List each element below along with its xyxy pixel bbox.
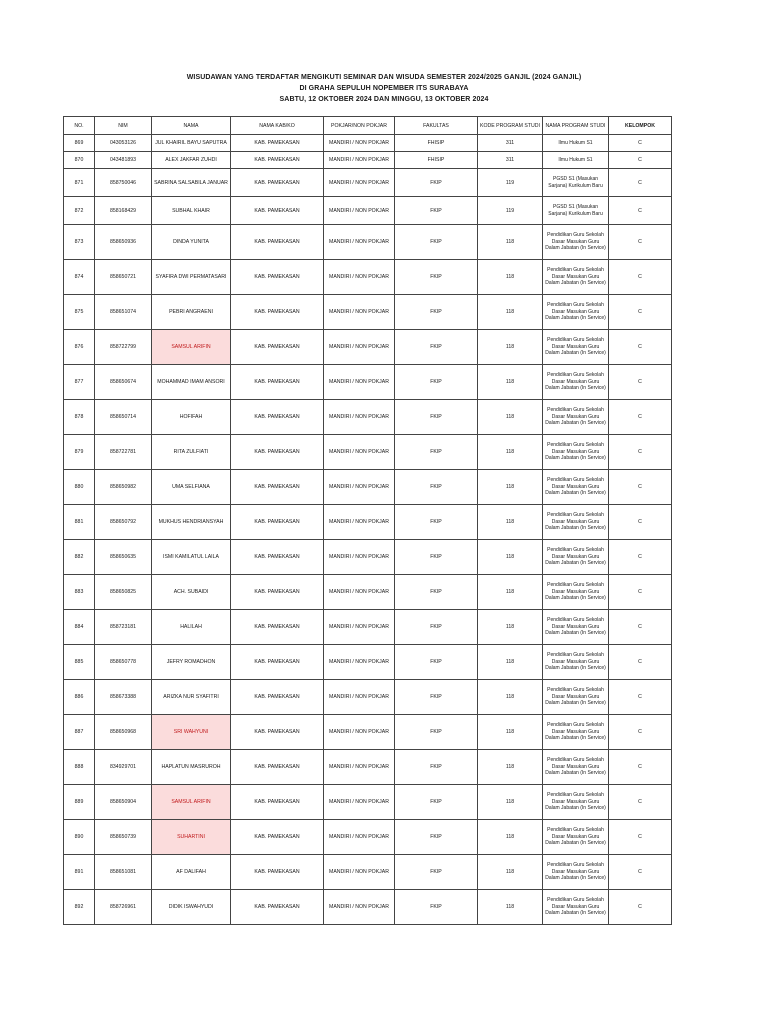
cell-no: 890 [64, 820, 95, 855]
graduates-table [63, 116, 672, 925]
cell-no: 870 [64, 152, 95, 169]
cell-kode: 118 [478, 890, 543, 925]
cell-nim: 858650936 [95, 225, 152, 260]
cell-kode: 311 [478, 135, 543, 152]
table-row [64, 855, 672, 890]
cell-nama: SRI WAHYUNI [152, 715, 231, 750]
cell-nim: 858650904 [95, 785, 152, 820]
cell-no: 881 [64, 505, 95, 540]
cell-no: 885 [64, 645, 95, 680]
cell-kelompok: C [609, 400, 672, 435]
cell-pokjar: MANDIRI / NON POKJAR [324, 435, 395, 470]
cell-kab: KAB. PAMEKASAN [231, 197, 324, 225]
cell-kode: 118 [478, 750, 543, 785]
cell-kode: 118 [478, 575, 543, 610]
cell-nim: 043481893 [95, 152, 152, 169]
cell-pokjar: MANDIRI / NON POKJAR [324, 295, 395, 330]
cell-nama: SUBHAL KHAIR [152, 197, 231, 225]
table-header-row [64, 117, 672, 135]
cell-pokjar: MANDIRI / NON POKJAR [324, 135, 395, 152]
cell-pokjar: MANDIRI / NON POKJAR [324, 575, 395, 610]
table-row [64, 715, 672, 750]
title-line-3: SABTU, 12 OKTOBER 2024 DAN MINGGU, 13 OKTOBER 2024 [279, 96, 489, 103]
col-pokjar: POKJAR/NON POKJAR [324, 117, 395, 135]
cell-no: 891 [64, 855, 95, 890]
cell-kelompok: C [609, 540, 672, 575]
table-row [64, 365, 672, 400]
cell-pokjar: MANDIRI / NON POKJAR [324, 785, 395, 820]
cell-kab: KAB. PAMEKASAN [231, 505, 324, 540]
cell-kode: 118 [478, 505, 543, 540]
cell-fakultas: FKIP [395, 435, 478, 470]
cell-fakultas: FKIP [395, 715, 478, 750]
cell-prodi: Ilmu Hukum S1 [543, 152, 609, 169]
title-line-2: DI GRAHA SEPULUH NOPEMBER ITS SURABAYA [299, 85, 469, 92]
cell-no: 892 [64, 890, 95, 925]
cell-no: 889 [64, 785, 95, 820]
cell-no: 887 [64, 715, 95, 750]
cell-kab: KAB. PAMEKASAN [231, 890, 324, 925]
cell-prodi: Pendidikan Guru Sekolah Dasar Masukan Guru Dalam Jabatan (In Service) [543, 715, 609, 750]
cell-kelompok: C [609, 680, 672, 715]
cell-no: 873 [64, 225, 95, 260]
cell-nim: 858650635 [95, 540, 152, 575]
cell-kode: 118 [478, 400, 543, 435]
cell-prodi: Pendidikan Guru Sekolah Dasar Masukan Guru Dalam Jabatan (In Service) [543, 820, 609, 855]
cell-nama: SAMSUL ARIFIN [152, 785, 231, 820]
cell-nim: 043053126 [95, 135, 152, 152]
cell-kode: 118 [478, 470, 543, 505]
table-row [64, 225, 672, 260]
cell-pokjar: MANDIRI / NON POKJAR [324, 400, 395, 435]
cell-pokjar: MANDIRI / NON POKJAR [324, 330, 395, 365]
cell-kelompok: C [609, 575, 672, 610]
table-row [64, 470, 672, 505]
cell-nama: ACH. SUBAIDI [152, 575, 231, 610]
cell-fakultas: FKIP [395, 890, 478, 925]
cell-kode: 118 [478, 540, 543, 575]
cell-nim: 858722799 [95, 330, 152, 365]
cell-nama: ISMI KAMILATUL LAILA [152, 540, 231, 575]
col-kelompok: KELOMPOK [609, 117, 672, 135]
cell-kode: 119 [478, 169, 543, 197]
cell-fakultas: FKIP [395, 785, 478, 820]
cell-nama: PEBRI ANGRAENI [152, 295, 231, 330]
cell-prodi: Pendidikan Guru Sekolah Dasar Masukan Guru Dalam Jabatan (In Service) [543, 540, 609, 575]
cell-kelompok: C [609, 505, 672, 540]
cell-nama: AF DALIFAH [152, 855, 231, 890]
cell-no: 876 [64, 330, 95, 365]
cell-fakultas: FKIP [395, 295, 478, 330]
cell-pokjar: MANDIRI / NON POKJAR [324, 855, 395, 890]
cell-kab: KAB. PAMEKASAN [231, 540, 324, 575]
cell-pokjar: MANDIRI / NON POKJAR [324, 890, 395, 925]
cell-kode: 118 [478, 855, 543, 890]
cell-no: 883 [64, 575, 95, 610]
cell-kab: KAB. PAMEKASAN [231, 152, 324, 169]
cell-fakultas: FKIP [395, 260, 478, 295]
cell-no: 880 [64, 470, 95, 505]
cell-kode: 118 [478, 330, 543, 365]
cell-fakultas: FKIP [395, 575, 478, 610]
cell-nama: ALEX JAKFAR ZUHDI [152, 152, 231, 169]
cell-pokjar: MANDIRI / NON POKJAR [324, 225, 395, 260]
col-fakultas: FAKULTAS [395, 117, 478, 135]
cell-kode: 118 [478, 365, 543, 400]
cell-kab: KAB. PAMEKASAN [231, 260, 324, 295]
cell-fakultas: FKIP [395, 400, 478, 435]
table-row [64, 435, 672, 470]
cell-kab: KAB. PAMEKASAN [231, 470, 324, 505]
cell-prodi: Pendidikan Guru Sekolah Dasar Masukan Guru Dalam Jabatan (In Service) [543, 610, 609, 645]
cell-fakultas: FKIP [395, 169, 478, 197]
cell-kelompok: C [609, 715, 672, 750]
cell-nim: 858650674 [95, 365, 152, 400]
cell-kode: 118 [478, 820, 543, 855]
cell-pokjar: MANDIRI / NON POKJAR [324, 645, 395, 680]
cell-prodi: Pendidikan Guru Sekolah Dasar Masukan Guru Dalam Jabatan (In Service) [543, 470, 609, 505]
cell-no: 872 [64, 197, 95, 225]
cell-no: 871 [64, 169, 95, 197]
cell-nim: 858650792 [95, 505, 152, 540]
cell-fakultas: FKIP [395, 470, 478, 505]
cell-nama: SUHARTINI [152, 820, 231, 855]
table-body [64, 135, 672, 925]
cell-pokjar: MANDIRI / NON POKJAR [324, 680, 395, 715]
title-line-1: WISUDAWAN YANG TERDAFTAR MENGIKUTI SEMINAR DAN WISUDA SEMESTER 2024/2025 GANJIL (2024 GANJIL) [186, 74, 582, 81]
cell-pokjar: MANDIRI / NON POKJAR [324, 750, 395, 785]
cell-kelompok: C [609, 610, 672, 645]
cell-kab: KAB. PAMEKASAN [231, 855, 324, 890]
cell-pokjar: MANDIRI / NON POKJAR [324, 152, 395, 169]
cell-prodi: PGSD S1 (Masukan Sarjana) Kurikulum Baru [543, 169, 609, 197]
cell-kode: 118 [478, 435, 543, 470]
cell-kab: KAB. PAMEKASAN [231, 169, 324, 197]
table-row [64, 785, 672, 820]
cell-kelompok: C [609, 645, 672, 680]
cell-nim: 858650714 [95, 400, 152, 435]
document-title [0, 72, 768, 105]
cell-kode: 118 [478, 680, 543, 715]
cell-fakultas: FHISIP [395, 135, 478, 152]
table-row [64, 295, 672, 330]
cell-kab: KAB. PAMEKASAN [231, 610, 324, 645]
cell-nama: DINDA YUNITA [152, 225, 231, 260]
cell-kelompok: C [609, 785, 672, 820]
cell-prodi: Pendidikan Guru Sekolah Dasar Masukan Guru Dalam Jabatan (In Service) [543, 680, 609, 715]
cell-kab: KAB. PAMEKASAN [231, 135, 324, 152]
cell-nim: 858650778 [95, 645, 152, 680]
table-row [64, 575, 672, 610]
cell-prodi: Pendidikan Guru Sekolah Dasar Masukan Guru Dalam Jabatan (In Service) [543, 365, 609, 400]
table-row [64, 330, 672, 365]
cell-nim: 858650721 [95, 260, 152, 295]
cell-nama: RITA ZULFIATI [152, 435, 231, 470]
cell-kab: KAB. PAMEKASAN [231, 680, 324, 715]
table-row [64, 400, 672, 435]
cell-nim: 858650982 [95, 470, 152, 505]
cell-nim: 858650739 [95, 820, 152, 855]
cell-pokjar: MANDIRI / NON POKJAR [324, 197, 395, 225]
cell-no: 884 [64, 610, 95, 645]
cell-fakultas: FKIP [395, 330, 478, 365]
cell-nama: JEFRY ROMADHON [152, 645, 231, 680]
table-row [64, 820, 672, 855]
cell-kab: KAB. PAMEKASAN [231, 435, 324, 470]
cell-no: 878 [64, 400, 95, 435]
cell-fakultas: FKIP [395, 820, 478, 855]
cell-kelompok: C [609, 197, 672, 225]
cell-pokjar: MANDIRI / NON POKJAR [324, 715, 395, 750]
cell-pokjar: MANDIRI / NON POKJAR [324, 505, 395, 540]
cell-pokjar: MANDIRI / NON POKJAR [324, 260, 395, 295]
cell-fakultas: FKIP [395, 225, 478, 260]
cell-prodi: Pendidikan Guru Sekolah Dasar Masukan Guru Dalam Jabatan (In Service) [543, 505, 609, 540]
cell-nim: 858726961 [95, 890, 152, 925]
table-row [64, 750, 672, 785]
cell-kode: 118 [478, 715, 543, 750]
cell-nama: SAMSUL ARIFIN [152, 330, 231, 365]
cell-nim: 858168429 [95, 197, 152, 225]
cell-kab: KAB. PAMEKASAN [231, 400, 324, 435]
cell-kab: KAB. PAMEKASAN [231, 715, 324, 750]
cell-prodi: Pendidikan Guru Sekolah Dasar Masukan Guru Dalam Jabatan (In Service) [543, 260, 609, 295]
cell-no: 879 [64, 435, 95, 470]
cell-nama: HALILAH [152, 610, 231, 645]
cell-no: 869 [64, 135, 95, 152]
cell-kode: 118 [478, 610, 543, 645]
cell-nim: 858750046 [95, 169, 152, 197]
table-row [64, 197, 672, 225]
cell-nama: ARIZKA NUR SYAFITRI [152, 680, 231, 715]
cell-nim: 858650968 [95, 715, 152, 750]
cell-fakultas: FKIP [395, 365, 478, 400]
table-row [64, 169, 672, 197]
col-prodi: NAMA PROGRAM STUDI [543, 117, 609, 135]
table-row [64, 645, 672, 680]
cell-nim: 858651081 [95, 855, 152, 890]
cell-prodi: Pendidikan Guru Sekolah Dasar Masukan Guru Dalam Jabatan (In Service) [543, 645, 609, 680]
cell-kode: 118 [478, 260, 543, 295]
cell-no: 877 [64, 365, 95, 400]
cell-kab: KAB. PAMEKASAN [231, 645, 324, 680]
cell-nim: 858723181 [95, 610, 152, 645]
cell-pokjar: MANDIRI / NON POKJAR [324, 365, 395, 400]
cell-nama: UMA SELFIANA [152, 470, 231, 505]
cell-kode: 118 [478, 295, 543, 330]
cell-kab: KAB. PAMEKASAN [231, 365, 324, 400]
col-no: NO. [64, 117, 95, 135]
col-kode: KODE PROGRAM STUDI [478, 117, 543, 135]
cell-fakultas: FKIP [395, 505, 478, 540]
cell-no: 886 [64, 680, 95, 715]
cell-kelompok: C [609, 135, 672, 152]
cell-kode: 118 [478, 225, 543, 260]
cell-fakultas: FKIP [395, 610, 478, 645]
cell-prodi: Pendidikan Guru Sekolah Dasar Masukan Guru Dalam Jabatan (In Service) [543, 855, 609, 890]
cell-kab: KAB. PAMEKASAN [231, 575, 324, 610]
cell-kelompok: C [609, 169, 672, 197]
table-row [64, 610, 672, 645]
cell-prodi: Pendidikan Guru Sekolah Dasar Masukan Guru Dalam Jabatan (In Service) [543, 750, 609, 785]
cell-nim: 858673388 [95, 680, 152, 715]
cell-no: 875 [64, 295, 95, 330]
cell-kab: KAB. PAMEKASAN [231, 750, 324, 785]
cell-kab: KAB. PAMEKASAN [231, 330, 324, 365]
table-row [64, 135, 672, 152]
cell-prodi: Pendidikan Guru Sekolah Dasar Masukan Guru Dalam Jabatan (In Service) [543, 225, 609, 260]
cell-kode: 118 [478, 645, 543, 680]
table-row [64, 152, 672, 169]
cell-prodi: Pendidikan Guru Sekolah Dasar Masukan Guru Dalam Jabatan (In Service) [543, 400, 609, 435]
cell-kode: 119 [478, 197, 543, 225]
cell-kelompok: C [609, 260, 672, 295]
col-kab: NAMA KAB/KO [231, 117, 324, 135]
cell-nama: SYAFIRA DWI PERMATASARI [152, 260, 231, 295]
cell-kelompok: C [609, 750, 672, 785]
cell-kab: KAB. PAMEKASAN [231, 820, 324, 855]
cell-nim: 834929701 [95, 750, 152, 785]
cell-nim: 858650825 [95, 575, 152, 610]
cell-nim: 858651074 [95, 295, 152, 330]
col-nim: NIM [95, 117, 152, 135]
table-row [64, 505, 672, 540]
cell-fakultas: FKIP [395, 645, 478, 680]
cell-kelompok: C [609, 855, 672, 890]
cell-pokjar: MANDIRI / NON POKJAR [324, 820, 395, 855]
cell-prodi: Pendidikan Guru Sekolah Dasar Masukan Guru Dalam Jabatan (In Service) [543, 890, 609, 925]
cell-fakultas: FKIP [395, 855, 478, 890]
cell-nama: JUL KHAIRIL BAYU SAPUTRA [152, 135, 231, 152]
cell-prodi: Ilmu Hukum S1 [543, 135, 609, 152]
cell-kelompok: C [609, 820, 672, 855]
cell-pokjar: MANDIRI / NON POKJAR [324, 470, 395, 505]
cell-fakultas: FKIP [395, 197, 478, 225]
cell-nama: MOHAMMAD IMAM ANSORI [152, 365, 231, 400]
cell-pokjar: MANDIRI / NON POKJAR [324, 610, 395, 645]
cell-prodi: Pendidikan Guru Sekolah Dasar Masukan Guru Dalam Jabatan (In Service) [543, 575, 609, 610]
cell-kode: 311 [478, 152, 543, 169]
cell-kab: KAB. PAMEKASAN [231, 225, 324, 260]
cell-fakultas: FHISIP [395, 152, 478, 169]
table-row [64, 540, 672, 575]
cell-nim: 858722781 [95, 435, 152, 470]
table-row [64, 260, 672, 295]
cell-pokjar: MANDIRI / NON POKJAR [324, 540, 395, 575]
table-row [64, 890, 672, 925]
cell-kelompok: C [609, 330, 672, 365]
cell-prodi: Pendidikan Guru Sekolah Dasar Masukan Guru Dalam Jabatan (In Service) [543, 295, 609, 330]
cell-kelompok: C [609, 295, 672, 330]
cell-prodi: PGSD S1 (Masukan Sarjana) Kurikulum Baru [543, 197, 609, 225]
cell-kode: 118 [478, 785, 543, 820]
cell-pokjar: MANDIRI / NON POKJAR [324, 169, 395, 197]
cell-kab: KAB. PAMEKASAN [231, 295, 324, 330]
cell-nama: HOFIFAH [152, 400, 231, 435]
cell-kab: KAB. PAMEKASAN [231, 785, 324, 820]
cell-nama: HAPLATUN MASRUROH [152, 750, 231, 785]
cell-nama: SABRINA SALSABILA JANUAR [152, 169, 231, 197]
cell-no: 888 [64, 750, 95, 785]
cell-kelompok: C [609, 152, 672, 169]
cell-fakultas: FKIP [395, 750, 478, 785]
cell-kelompok: C [609, 890, 672, 925]
cell-kelompok: C [609, 225, 672, 260]
cell-prodi: Pendidikan Guru Sekolah Dasar Masukan Guru Dalam Jabatan (In Service) [543, 330, 609, 365]
cell-fakultas: FKIP [395, 680, 478, 715]
cell-nama: MUKHUS HENDRIANSYAH [152, 505, 231, 540]
cell-no: 874 [64, 260, 95, 295]
cell-kelompok: C [609, 435, 672, 470]
cell-kelompok: C [609, 470, 672, 505]
cell-prodi: Pendidikan Guru Sekolah Dasar Masukan Guru Dalam Jabatan (In Service) [543, 435, 609, 470]
cell-kelompok: C [609, 365, 672, 400]
cell-no: 882 [64, 540, 95, 575]
table-row [64, 680, 672, 715]
cell-prodi: Pendidikan Guru Sekolah Dasar Masukan Guru Dalam Jabatan (In Service) [543, 785, 609, 820]
cell-fakultas: FKIP [395, 540, 478, 575]
col-nama: NAMA [152, 117, 231, 135]
cell-nama: DIDIK ISWAHYUDI [152, 890, 231, 925]
